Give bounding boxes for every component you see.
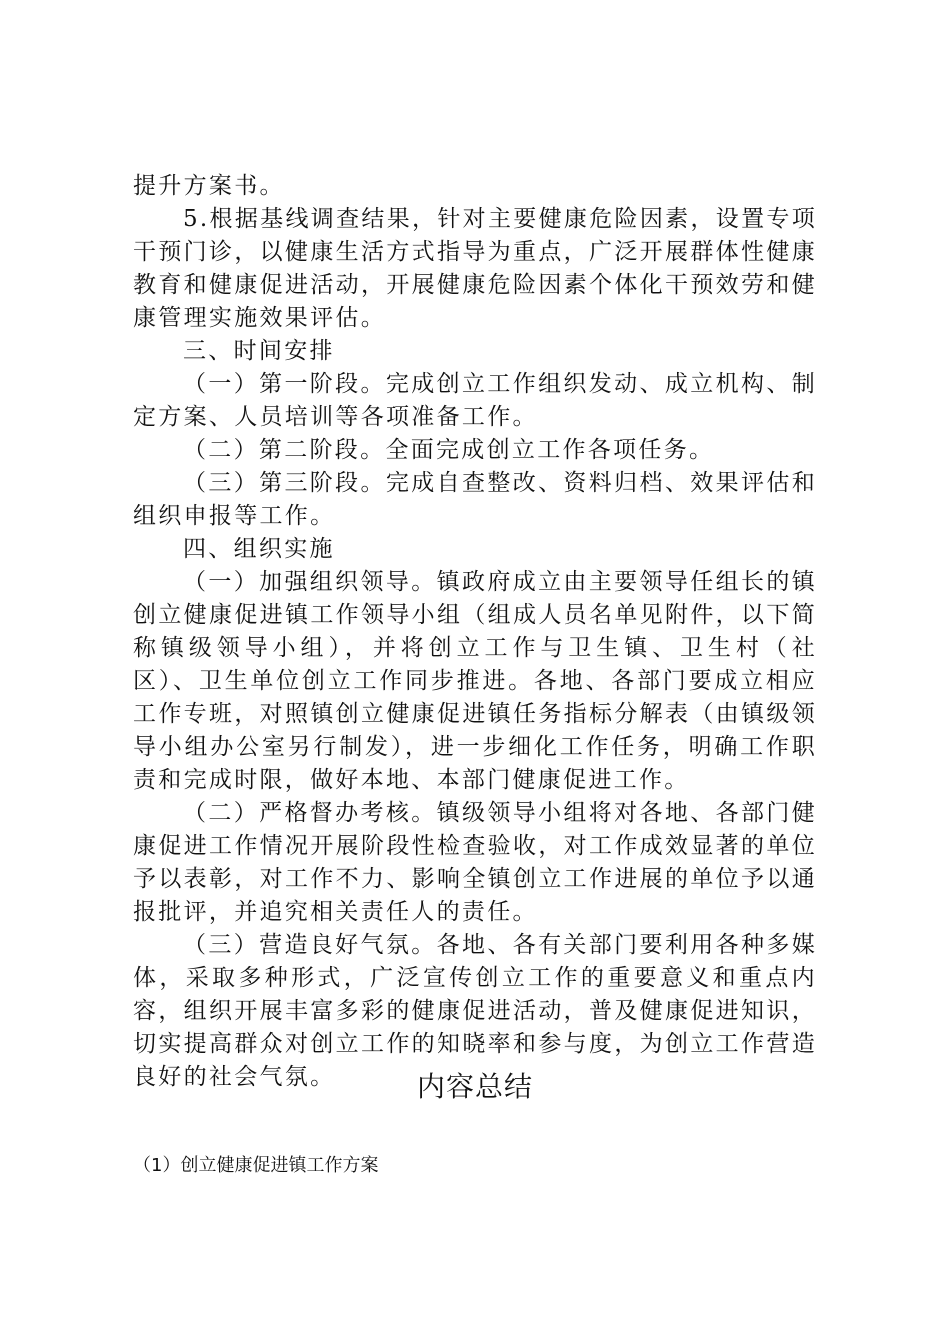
section-heading-schedule: 三、时间安排 bbox=[183, 338, 335, 364]
paragraph-stage-2: （二）第二阶段。全面完成创立工作各项任务。 bbox=[183, 437, 715, 463]
paragraph-intro-tail: 提升方案书。 bbox=[133, 173, 285, 199]
paragraph-item-5: 5.根据基线调查结果，针对主要健康危险因素，设置专项干预门诊，以健康生活方式指导为重点，广泛开展群体性健康教育和健康促进活动，开展健康危险因素个体化干预效劳和健康管理实施效果评估。 bbox=[133, 206, 817, 331]
summary-title: 内容总结 bbox=[416, 1070, 533, 1103]
document-body bbox=[133, 170, 817, 1094]
paragraph-stage-1: （一）第一阶段。完成创立工作组织发动、成立机构、制定方案、人员培训等各项准备工作。 bbox=[133, 371, 817, 430]
paragraph-atmosphere: （三）营造良好气氛。各地、各有关部门要利用各种多媒体，采取多种形式，广泛宣传创立工作的重要意义和重点内容，组织开展丰富多彩的健康促进活动，普及健康促进知识，切实提高群众对创立工作的知晓率和参与度，为创立工作营造良好的社会气氛。 bbox=[133, 932, 817, 1090]
paragraph-stage-3: （三）第三阶段。完成自查整改、资料归档、效果评估和组织申报等工作。 bbox=[133, 470, 817, 529]
paragraph-leadership: （一）加强组织领导。镇政府成立由主要领导任组长的镇创立健康促进镇工作领导小组（组成人员名单见附件，以下简称镇级领导小组），并将创立工作与卫生镇、卫生村（社区）、卫生单位创立工作同步推进。各地、各部门要成立相应工作专班，对照镇创立健康促进镇任务指标分解表（由镇级领导小组办公室另行制发），进一步细化工作任务，明确工作职责和完成时限，做好本地、本部门健康促进工作。 bbox=[133, 569, 817, 793]
summary-item: （1）创立健康促进镇工作方案 bbox=[133, 1155, 379, 1176]
section-heading-implementation: 四、组织实施 bbox=[183, 536, 335, 562]
paragraph-supervision: （二）严格督办考核。镇级领导小组将对各地、各部门健康促进工作情况开展阶段性检查验收，对工作成效显著的单位予以表彰，对工作不力、影响全镇创立工作进展的单位予以通报批评，并追究相关责任人的责任。 bbox=[133, 800, 817, 925]
